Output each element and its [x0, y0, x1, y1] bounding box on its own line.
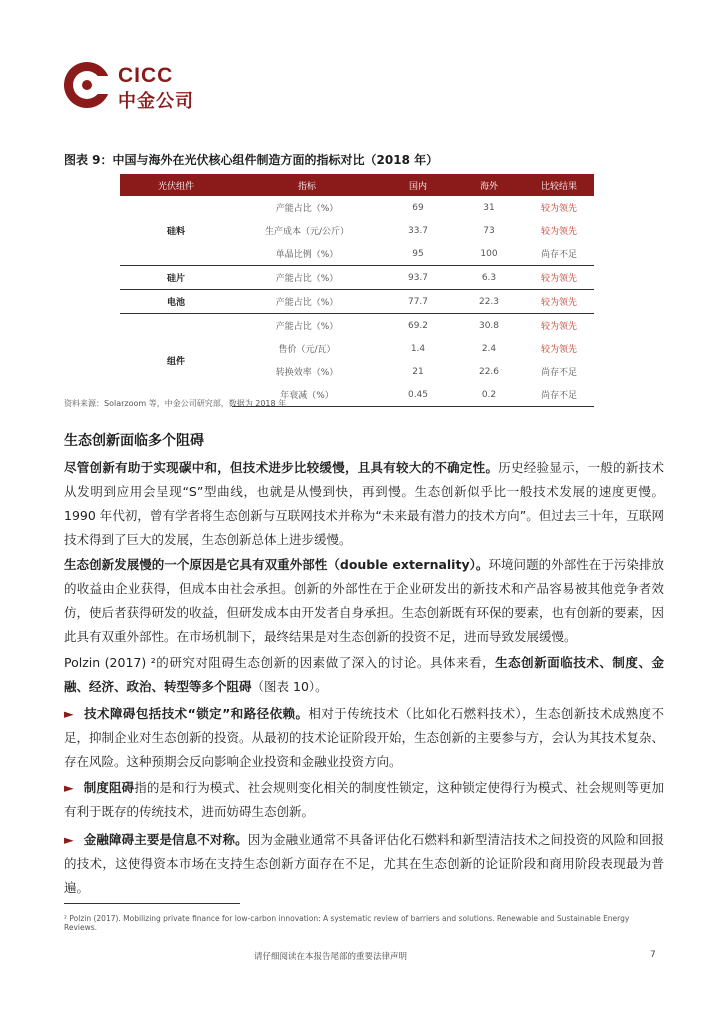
paragraph-3 [64, 651, 664, 699]
paragraph-1 [64, 456, 664, 552]
paragraph-2-lead: 生态创新发展慢的一个原因是它具有双重外部性（double externality）。 [64, 557, 489, 572]
domestic-cell: 1.4 [410, 343, 426, 354]
paragraph-3-bold: 生态创新面临技术、制度、金融、经济、政治、转型等多个阻碍 [64, 655, 664, 694]
metric-cell: 年衰减（%） [232, 383, 382, 407]
footnote-divider [64, 903, 240, 904]
page-number: 7 [650, 950, 656, 960]
result-cell: 较为领先 [524, 314, 594, 338]
domestic-cell: 93.7 [382, 266, 454, 290]
result-cell: 较为领先 [524, 290, 594, 314]
paragraph-1-text: 历史经验显示，一般的新技术从发明到应用会呈现“S”型曲线，也就是从慢到快，再到慢。生态创新似乎比一般技术发展的速度更慢。1990 年代初，曾有学者将生态创新与互联网技术并称为“未来最有潜力的技术方向”。但过去三十年，互联网技术得到了巨大的发展，生态创新总体上进步缓慢。 [64, 460, 664, 547]
bullet-lead: 制度阻碍 [83, 780, 135, 795]
result-cell: 较为领先 [540, 204, 577, 214]
overseas-cell: 31 [483, 202, 495, 213]
domestic-cell: 21 [412, 366, 424, 377]
bullet-item [64, 702, 664, 774]
metric-cell: 产能占比（%） [232, 314, 382, 338]
metric-cell: 产能占比（%） [275, 204, 339, 214]
metric-cell: 产能占比（%） [232, 290, 382, 314]
table-row [120, 266, 594, 290]
overseas-cell: 30.8 [454, 314, 524, 338]
table-row [120, 290, 594, 314]
header-domestic: 国内 [382, 174, 454, 196]
result-cell: 尚存不足 [540, 368, 577, 378]
header-result: 比较结果 [524, 174, 594, 196]
paragraph-3-lead: Polzin (2017) ²的研究对阻碍生态创新的因素做了深入的讨论。具体来看， [64, 655, 496, 670]
bullet-lead: 金融障碍主要是信息不对称。 [83, 832, 248, 847]
domestic-cell: 95 [412, 248, 424, 259]
metric-cell: 产能占比（%） [232, 266, 382, 290]
bullet-marker-icon: ► [64, 780, 74, 795]
group-label: 硅料 [166, 227, 185, 237]
domestic-cell: 69 [412, 202, 424, 213]
footnote: ² Polzin (2017). Mobilizing private finance for low-carbon innovation: A systematic review of barriers and solutions. Renewable and Sustainable Energy Reviews. [64, 914, 630, 932]
group-label: 电池 [120, 290, 232, 314]
paragraph-3-tail: （图表 10）。 [251, 679, 328, 694]
metric-cell: 单晶比例（%） [275, 250, 339, 260]
overseas-cell: 0.2 [454, 383, 524, 407]
metric-cell: 转换效率（%） [275, 368, 339, 378]
table-row [120, 314, 594, 338]
domestic-cell: 69.2 [382, 314, 454, 338]
cicc-logo-mark [64, 62, 110, 108]
overseas-cell: 22.3 [454, 290, 524, 314]
overseas-cell: 6.3 [454, 266, 524, 290]
paragraph-1-lead: 尽管创新有助于实现碳中和，但技术进步比较缓慢，且具有较大的不确定性。 [64, 460, 499, 475]
logo-text-en: CICC [118, 64, 174, 87]
result-cell: 较为领先 [524, 266, 594, 290]
bullet-text: 相对于传统技术（比如化石燃料技术），生态创新技术成熟度不足，抑制企业对生态创新的投资。从最初的技术论证阶段开始，生态创新的主要参与方，会认为其技术复杂、存在风险。这种预期会反向影响企业投资和金融业投资方向。 [64, 706, 665, 769]
header-overseas: 海外 [454, 174, 524, 196]
overseas-cell: 22.6 [478, 366, 500, 377]
overseas-cell: 100 [480, 248, 498, 259]
table-row [120, 196, 594, 219]
bullet-marker-icon: ► [64, 832, 74, 847]
domestic-cell: 33.7 [407, 225, 429, 236]
table-source: 资料来源：Solarzoom 等，中金公司研究部，数据为 2018 年 [64, 399, 287, 408]
bullet-text: 因为金融业通常不具备评估化石燃料和新型清洁技术之间投资的风险和回报的技术，这使得资本市场在支持生态创新方面存在不足，尤其在生态创新的论证阶段和商用阶段表现最为普遍。 [64, 832, 664, 895]
domestic-cell: 77.7 [382, 290, 454, 314]
bullet-item [64, 828, 664, 900]
metric-cell: 生产成本（元/公斤） [264, 227, 350, 237]
metric-cell: 售价（元/瓦） [278, 345, 336, 355]
legal-footer: 请仔细阅读在本报告尾部的重要法律声明 [254, 952, 408, 962]
cicc-logo [64, 62, 194, 112]
overseas-cell: 2.4 [481, 343, 497, 354]
overseas-cell: 73 [483, 225, 495, 236]
header-metric: 指标 [232, 174, 382, 196]
bullet-lead: 技术障碍包括技术“锁定”和路径依赖。 [83, 706, 309, 721]
result-cell: 较为领先 [540, 227, 577, 237]
bullet-item [64, 776, 664, 824]
figure-title: 图表 9：中国与海外在光伏核心组件制造方面的指标对比（2018 年） [64, 153, 439, 167]
paragraph-2-text: 环境问题的外部性在于污染排放的收益由企业获得，但成本由社会承担。创新的外部性在于企业研发出的新技术和产品容易被其他竞争者效仿，使后者获得研发的收益，但研发成本由开发者自身承担。生态创新既有环保的要素，也有创新的要素，因此具有双重外部性。在市场机制下，最终结果是对生态创新的投资不足，进而导致发展缓慢。 [64, 557, 665, 644]
group-label: 组件 [120, 314, 232, 407]
bullet-text: 指的是和行为模式、社会规则变化相关的制度性锁定，这种锁定使得行为模式、社会规则等更加有利于既存的传统技术，进而妨碍生态创新。 [64, 780, 664, 819]
result-cell: 尚存不足 [540, 250, 577, 260]
comparison-table [120, 174, 594, 407]
result-cell: 较为领先 [540, 345, 577, 355]
section-heading: 生态创新面临多个阻碍 [64, 433, 204, 449]
paragraph-2 [64, 553, 664, 649]
domestic-cell: 0.45 [382, 383, 454, 407]
group-label: 硅片 [120, 266, 232, 290]
header-component: 光伏组件 [120, 174, 232, 196]
table-header-row [120, 174, 594, 196]
logo-text-cn: 中金公司 [118, 91, 194, 112]
bullet-marker-icon: ► [64, 706, 74, 721]
result-cell: 尚存不足 [524, 383, 594, 407]
